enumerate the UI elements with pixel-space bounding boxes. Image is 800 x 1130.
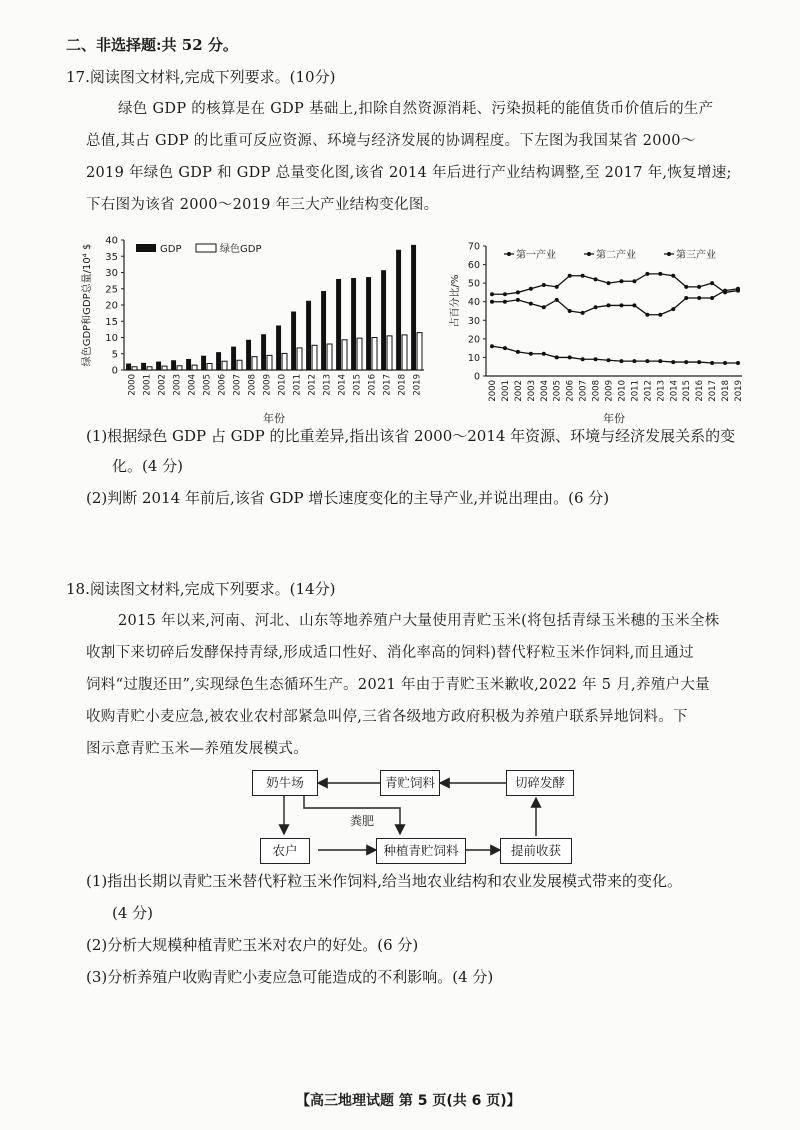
series-point-3 bbox=[555, 298, 559, 302]
q18-question-1-cont: (4 分) bbox=[112, 904, 154, 922]
silage-feed-box: 青贮饲料 bbox=[380, 770, 440, 796]
x-tick-label: 2016 bbox=[367, 374, 378, 396]
x-tick-label: 2002 bbox=[513, 380, 524, 402]
x-tick-label: 2006 bbox=[565, 380, 576, 402]
legend-label: 第三产业 bbox=[676, 250, 716, 261]
x-tick-label: 2003 bbox=[526, 380, 537, 402]
green-gdp-bar bbox=[387, 336, 392, 370]
silage-flow-diagram bbox=[250, 768, 580, 864]
q17-para-line: 绿色 GDP 的核算是在 GDP 基础上,扣除自然资源消耗、污染损耗的能值货币价值后的生产 bbox=[118, 101, 714, 117]
x-tick-label: 2011 bbox=[292, 374, 303, 396]
series-point-2 bbox=[594, 277, 598, 281]
series-point-1 bbox=[594, 357, 598, 361]
series-point-1 bbox=[671, 360, 675, 364]
series-point-2 bbox=[619, 279, 623, 283]
x-tick-label: 2000 bbox=[488, 380, 498, 402]
y-tick-label: 15 bbox=[105, 316, 118, 328]
legend-gdp-label: GDP bbox=[160, 244, 182, 255]
y-tick-label: 10 bbox=[467, 352, 480, 364]
green-gdp-bar bbox=[267, 355, 272, 370]
x-tick-label: 2015 bbox=[352, 374, 363, 396]
green-gdp-bar bbox=[417, 333, 422, 370]
x-tick-label: 2015 bbox=[682, 380, 693, 402]
farmer-box: 农户 bbox=[260, 838, 310, 864]
gdp-bar bbox=[231, 347, 236, 370]
y-tick-label: 35 bbox=[105, 251, 118, 263]
green-gdp-bar bbox=[282, 353, 287, 370]
series-point-2 bbox=[555, 285, 559, 289]
x-tick-label: 2017 bbox=[708, 380, 719, 402]
q17-title: 17.阅读图文材料,完成下列要求。(10分) bbox=[66, 68, 336, 86]
legend-label: 第一产业 bbox=[516, 250, 556, 261]
x-tick-label: 2013 bbox=[656, 380, 667, 402]
gdp-bar-chart bbox=[78, 228, 440, 428]
gdp-bar bbox=[366, 277, 371, 370]
q17-question-2: (2)判断 2014 年前后,该省 GDP 增长速度变化的主导产业,并说出理由。(6 分) bbox=[86, 489, 610, 507]
series-point-1 bbox=[619, 359, 623, 363]
green-gdp-bar bbox=[162, 366, 167, 370]
series-line-2 bbox=[492, 274, 738, 294]
x-tick-label: 2016 bbox=[695, 380, 706, 402]
series-point-3 bbox=[697, 296, 701, 300]
gdp-bar bbox=[306, 301, 311, 370]
series-point-3 bbox=[542, 305, 546, 309]
series-point-2 bbox=[503, 292, 507, 296]
green-gdp-bar bbox=[342, 340, 347, 370]
green-gdp-bar bbox=[357, 338, 362, 370]
series-point-1 bbox=[632, 359, 636, 363]
legend-green-gdp-label: 绿色GDP bbox=[220, 244, 262, 255]
series-point-2 bbox=[607, 281, 611, 285]
page-footer: 【高三地理试题 第 5 页(共 6 页)】 bbox=[296, 1093, 521, 1109]
series-line-1 bbox=[492, 346, 738, 363]
gdp-bar bbox=[201, 356, 206, 370]
series-point-2 bbox=[684, 285, 688, 289]
series-point-3 bbox=[503, 300, 507, 304]
green-gdp-bar bbox=[252, 357, 257, 370]
q17-para-line: 2019 年绿色 GDP 和 GDP 总量变化图,该省 2014 年后进行产业结构调整,至 2017 年,恢复增速; bbox=[86, 165, 732, 181]
y-tick-label: 25 bbox=[105, 284, 118, 296]
gdp-bar bbox=[171, 360, 176, 370]
q18-para-line: 饲料“过腹还田”,实现绿色生态循环生产。2021 年由于青贮玉米歉收,2022 年 5 月,养殖户大量 bbox=[86, 677, 710, 693]
green-gdp-bar bbox=[327, 344, 332, 370]
x-tick-label: 2003 bbox=[172, 374, 183, 396]
legend-marker bbox=[587, 252, 591, 256]
series-point-1 bbox=[516, 350, 520, 354]
x-tick-label: 2002 bbox=[157, 374, 168, 396]
green-gdp-bar bbox=[147, 367, 152, 370]
x-tick-label: 2005 bbox=[552, 380, 563, 402]
gdp-bar bbox=[186, 359, 191, 370]
q18-para-line: 2015 年以来,河南、河北、山东等地养殖户大量使用青贮玉米(将包括青绿玉米穗的玉米全株 bbox=[118, 613, 720, 629]
legend-marker bbox=[667, 252, 671, 256]
y-axis-label: 占百分比/% bbox=[450, 274, 461, 328]
q18-para-line: 收割下来切碎后发酵保持青绿,形成适口性好、消化率高的饲料)替代籽粒玉米作饲料,而且通过 bbox=[86, 645, 694, 661]
x-tick-label: 2013 bbox=[322, 374, 333, 396]
series-point-1 bbox=[736, 361, 740, 365]
series-point-2 bbox=[542, 283, 546, 287]
green-gdp-bar bbox=[402, 335, 407, 370]
q17-para-line: 总值,其占 GDP 的比重可反应资源、环境与经济发展的协调程度。下左图为我国某省 2000～ bbox=[86, 133, 696, 149]
series-point-2 bbox=[516, 290, 520, 294]
gdp-bar bbox=[321, 291, 326, 370]
gdp-bar bbox=[336, 279, 341, 370]
green-gdp-bar bbox=[207, 364, 212, 371]
series-point-1 bbox=[529, 352, 533, 356]
series-point-3 bbox=[607, 303, 611, 307]
x-tick-label: 2014 bbox=[669, 380, 680, 402]
gdp-bar bbox=[351, 278, 356, 370]
series-point-3 bbox=[710, 296, 714, 300]
legend-marker bbox=[507, 252, 511, 256]
q18-para-line: 图示意青贮玉米—养殖发展模式。 bbox=[86, 741, 308, 757]
series-point-1 bbox=[568, 355, 572, 359]
series-point-3 bbox=[645, 313, 649, 317]
x-tick-label: 2001 bbox=[142, 374, 153, 396]
gdp-bar bbox=[411, 245, 416, 370]
legend-green-gdp-swatch bbox=[196, 244, 216, 252]
x-tick-label: 2011 bbox=[630, 380, 641, 402]
series-point-1 bbox=[658, 359, 662, 363]
series-point-2 bbox=[568, 274, 572, 278]
y-tick-label: 0 bbox=[473, 371, 480, 383]
x-tick-label: 2004 bbox=[539, 380, 550, 402]
green-gdp-bar bbox=[132, 367, 137, 370]
y-tick-label: 30 bbox=[467, 315, 480, 327]
series-point-3 bbox=[581, 311, 585, 315]
x-tick-label: 2018 bbox=[397, 374, 408, 396]
series-point-1 bbox=[710, 361, 714, 365]
y-tick-label: 40 bbox=[467, 297, 480, 309]
series-point-2 bbox=[671, 274, 675, 278]
green-gdp-bar bbox=[312, 345, 317, 370]
green-gdp-bar bbox=[177, 366, 182, 370]
series-point-3 bbox=[671, 307, 675, 311]
section-header: 二、非选择题:共 52 分。 bbox=[66, 36, 238, 54]
series-point-2 bbox=[697, 285, 701, 289]
series-point-1 bbox=[503, 346, 507, 350]
gdp-bar bbox=[246, 340, 251, 370]
gdp-bar bbox=[396, 250, 401, 370]
series-point-1 bbox=[645, 359, 649, 363]
gdp-bar bbox=[381, 270, 386, 370]
green-gdp-bar bbox=[222, 361, 227, 370]
series-point-2 bbox=[581, 274, 585, 278]
x-tick-label: 2004 bbox=[187, 374, 198, 396]
y-tick-label: 20 bbox=[105, 300, 118, 312]
x-tick-label: 2007 bbox=[578, 380, 589, 402]
chop-ferment-box: 切碎发酵 bbox=[506, 770, 574, 796]
series-point-3 bbox=[658, 313, 662, 317]
x-tick-label: 2019 bbox=[412, 374, 423, 396]
q18-title: 18.阅读图文材料,完成下列要求。(14分) bbox=[66, 580, 336, 598]
legend-label: 第二产业 bbox=[596, 250, 636, 261]
gdp-bar bbox=[216, 352, 221, 370]
q18-question-2: (2)分析大规模种植青贮玉米对农户的好处。(6 分) bbox=[86, 936, 419, 954]
q18-question-3: (3)分析养殖户收购青贮小麦应急可能造成的不利影响。(4 分) bbox=[86, 968, 494, 986]
series-point-1 bbox=[490, 344, 494, 348]
gdp-bar bbox=[126, 364, 131, 371]
series-point-1 bbox=[581, 357, 585, 361]
x-axis-label: 年份 bbox=[603, 412, 625, 425]
series-point-2 bbox=[529, 287, 533, 291]
industry-line-chart bbox=[446, 236, 756, 428]
dairy-farm-box: 奶牛场 bbox=[252, 770, 318, 796]
series-point-3 bbox=[736, 287, 740, 291]
series-point-2 bbox=[645, 272, 649, 276]
y-tick-label: 0 bbox=[111, 365, 118, 377]
y-tick-label: 20 bbox=[467, 334, 480, 346]
gdp-bar bbox=[276, 325, 281, 370]
q18-para-line: 收购青贮小麦应急,被农业农村部紧急叫停,三省各级地方政府积极为养殖户联系异地饲料。下 bbox=[86, 709, 688, 725]
y-tick-label: 70 bbox=[467, 241, 480, 253]
x-tick-label: 2009 bbox=[262, 374, 273, 396]
series-point-1 bbox=[723, 361, 727, 365]
series-point-3 bbox=[529, 302, 533, 306]
manure-label: 粪肥 bbox=[350, 814, 375, 828]
series-point-1 bbox=[555, 355, 559, 359]
y-tick-label: 40 bbox=[105, 235, 118, 247]
series-point-3 bbox=[723, 289, 727, 293]
q17-para-line: 下右图为该省 2000～2019 年三大产业结构变化图。 bbox=[86, 197, 439, 213]
x-tick-label: 2010 bbox=[617, 380, 628, 402]
y-tick-label: 10 bbox=[105, 333, 118, 344]
y-tick-label: 50 bbox=[467, 278, 480, 290]
x-tick-label: 2018 bbox=[721, 380, 732, 402]
gdp-bar bbox=[291, 312, 296, 371]
series-point-1 bbox=[697, 360, 701, 364]
q17-question-1: (1)根据绿色 GDP 占 GDP 的比重差异,指出该省 2000～2014 年资源、环境与经济发展关系的变 bbox=[86, 427, 736, 445]
y-tick-label: 30 bbox=[105, 268, 118, 279]
x-tick-label: 2012 bbox=[307, 374, 318, 396]
x-tick-label: 2000 bbox=[127, 374, 138, 396]
q17-question-1-cont: 化。(4 分) bbox=[112, 457, 184, 475]
x-tick-label: 2017 bbox=[382, 374, 393, 396]
x-tick-label: 2005 bbox=[202, 374, 213, 396]
series-point-2 bbox=[658, 272, 662, 276]
series-point-3 bbox=[516, 298, 520, 302]
green-gdp-bar bbox=[192, 365, 197, 370]
series-point-3 bbox=[594, 305, 598, 309]
series-point-3 bbox=[490, 300, 494, 304]
series-point-3 bbox=[684, 296, 688, 300]
y-tick-label: 60 bbox=[467, 260, 480, 272]
q18-question-1: (1)指出长期以青贮玉米替代籽粒玉米作饲料,给当地农业结构和农业发展模式带来的变化。 bbox=[86, 872, 683, 890]
x-tick-label: 2006 bbox=[217, 374, 228, 396]
plant-silage-box: 种植青贮饲料 bbox=[376, 838, 466, 864]
series-point-2 bbox=[490, 292, 494, 296]
x-tick-label: 2014 bbox=[337, 374, 348, 396]
green-gdp-bar bbox=[372, 338, 377, 371]
x-tick-label: 2010 bbox=[277, 374, 288, 396]
x-tick-label: 2008 bbox=[591, 380, 602, 402]
series-point-2 bbox=[632, 279, 636, 283]
gdp-bar bbox=[261, 334, 266, 370]
legend-gdp-swatch bbox=[136, 244, 156, 252]
x-tick-label: 2019 bbox=[734, 380, 744, 402]
series-point-2 bbox=[710, 281, 714, 285]
series-point-3 bbox=[619, 303, 623, 307]
x-tick-label: 2008 bbox=[247, 374, 258, 396]
series-point-1 bbox=[684, 360, 688, 364]
series-point-1 bbox=[607, 358, 611, 362]
x-tick-label: 2012 bbox=[643, 380, 654, 402]
x-tick-label: 2007 bbox=[232, 374, 243, 396]
x-tick-label: 2009 bbox=[604, 380, 615, 402]
gdp-bar bbox=[156, 362, 161, 370]
y-tick-label: 5 bbox=[111, 349, 118, 361]
y-axis-label: 绿色GDP和GDP总量/10⁴ $ bbox=[82, 243, 93, 367]
green-gdp-bar bbox=[237, 360, 242, 370]
x-axis-label: 年份 bbox=[263, 412, 285, 425]
early-harvest-box: 提前收获 bbox=[500, 838, 572, 864]
series-point-3 bbox=[568, 309, 572, 313]
series-point-3 bbox=[632, 303, 636, 307]
gdp-bar bbox=[141, 363, 146, 370]
series-point-1 bbox=[542, 352, 546, 356]
green-gdp-bar bbox=[297, 348, 302, 370]
x-tick-label: 2001 bbox=[500, 380, 511, 402]
series-line-3 bbox=[492, 289, 738, 315]
